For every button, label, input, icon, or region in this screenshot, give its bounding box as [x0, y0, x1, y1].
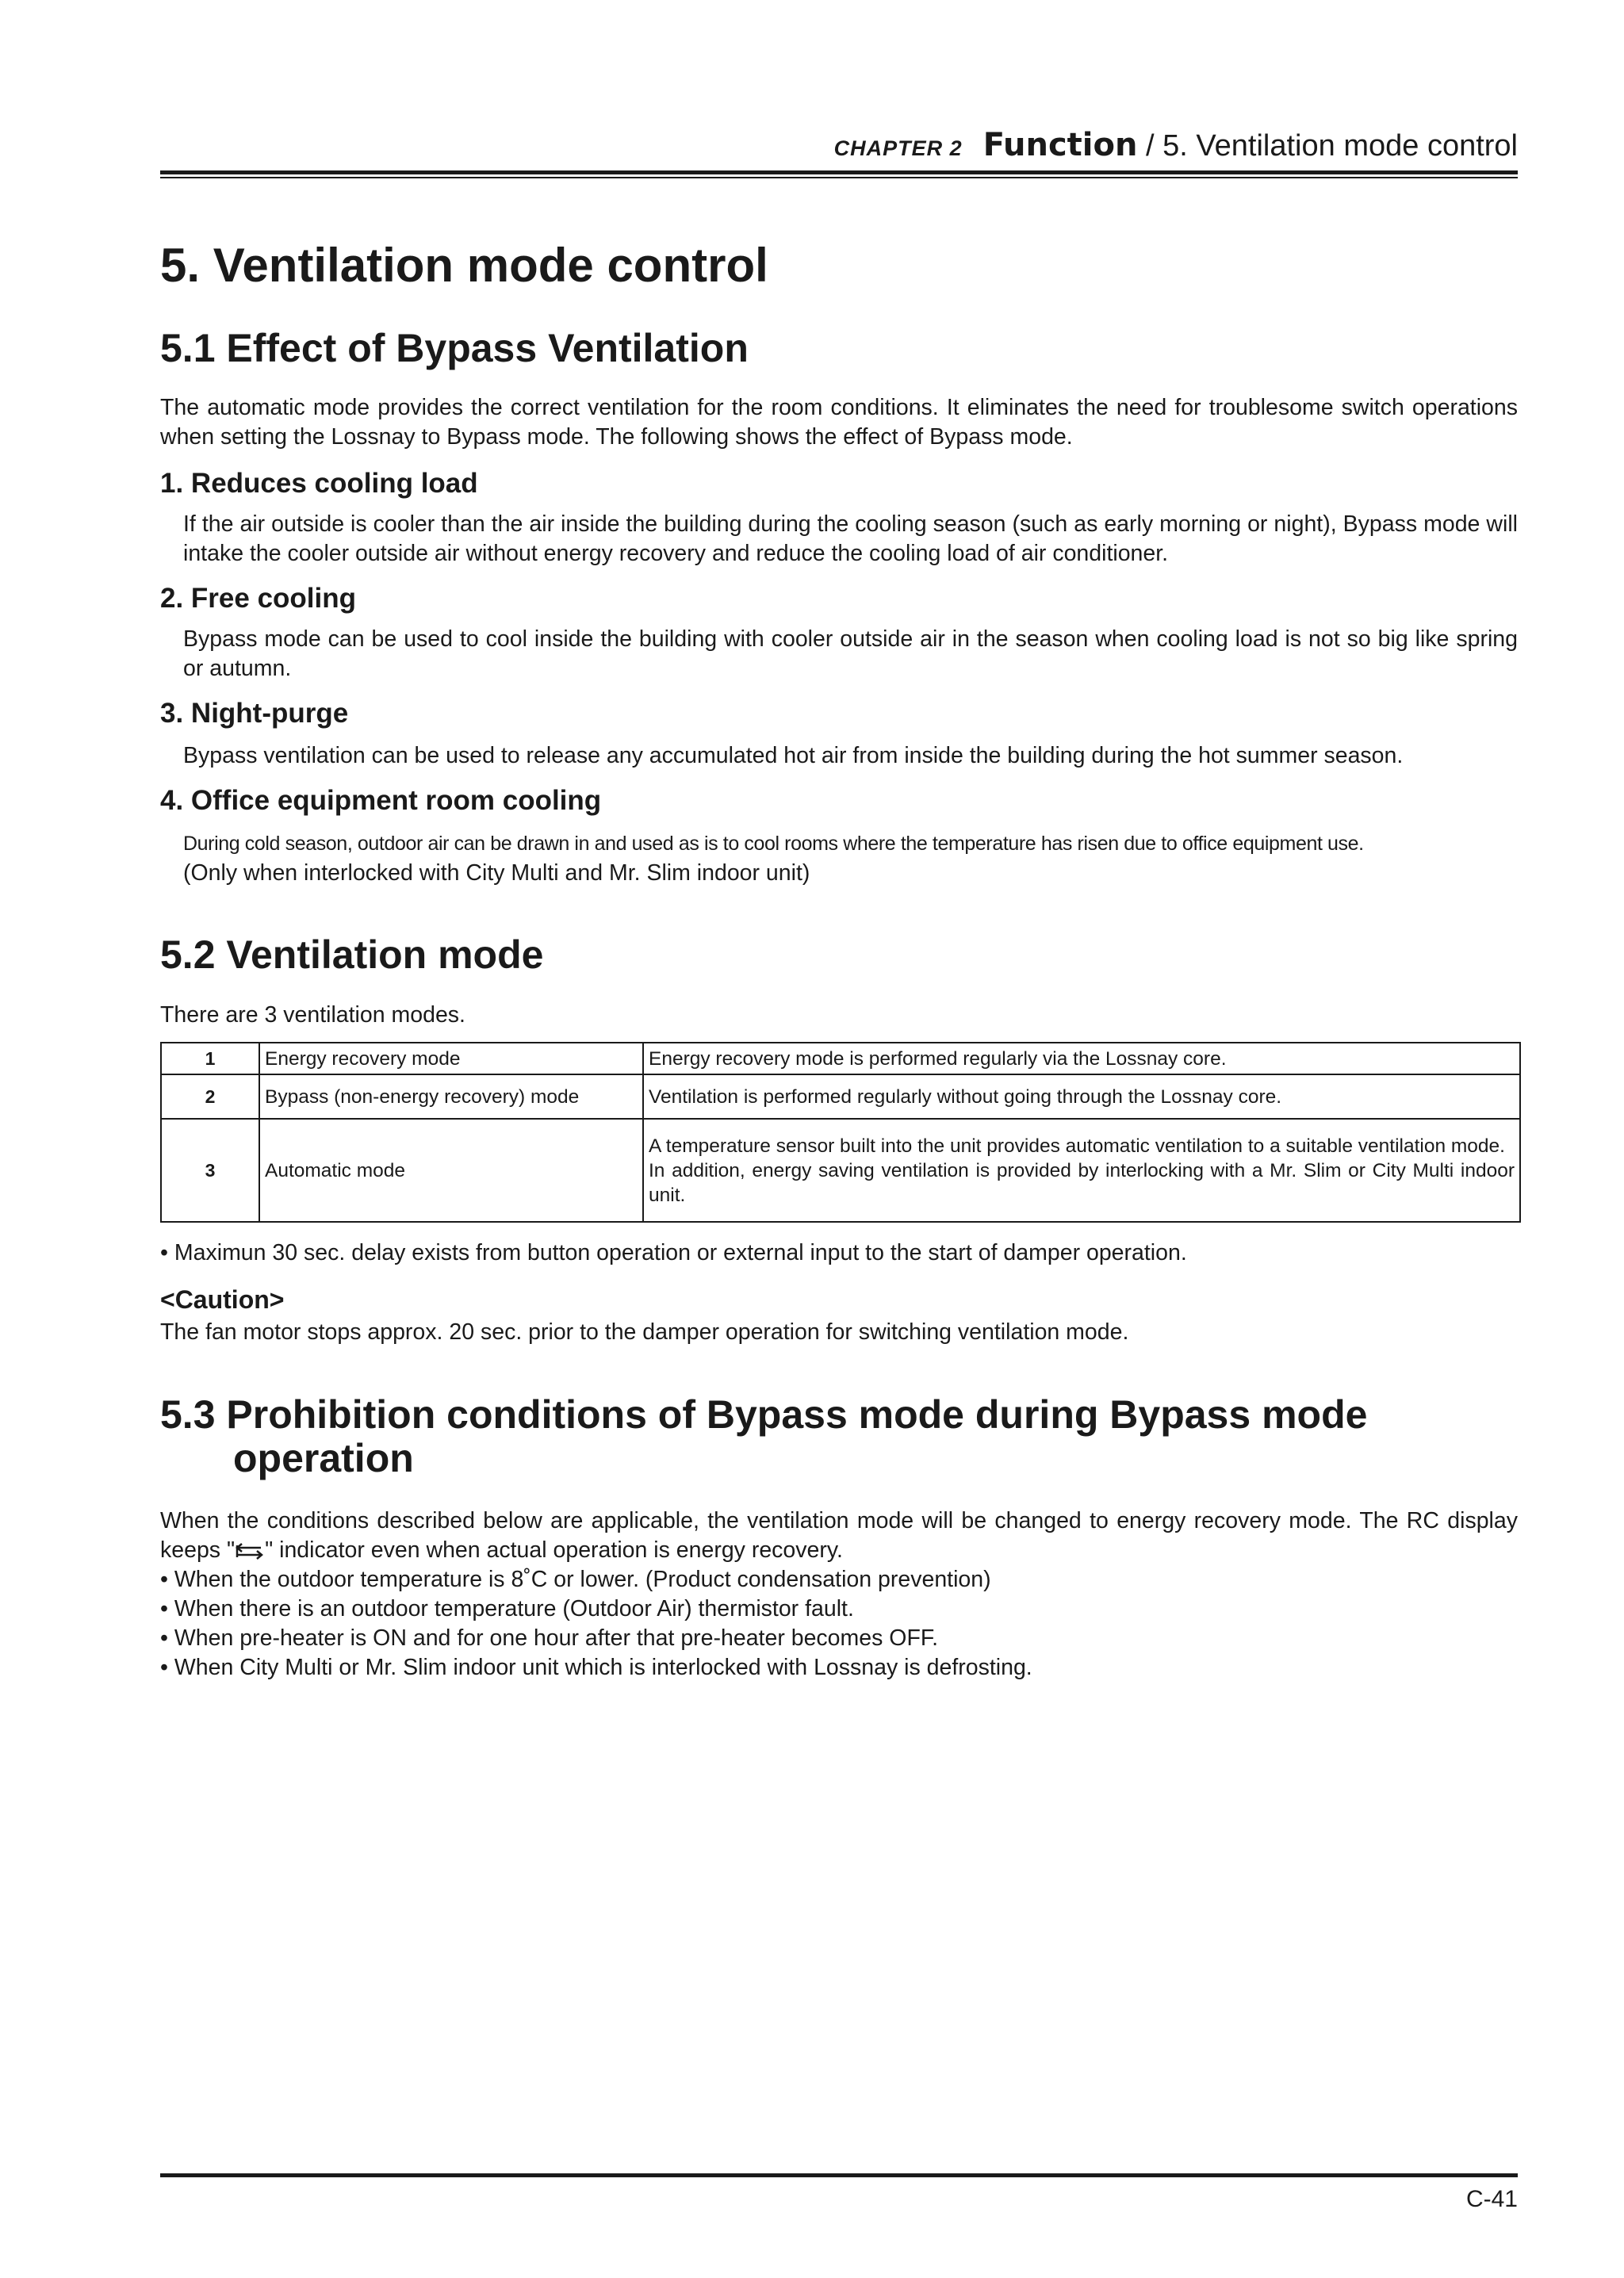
item-1-heading: 1. Reduces cooling load: [160, 468, 478, 499]
page-title: 5. Ventilation mode control: [160, 239, 768, 292]
header-rule-thin: [160, 177, 1518, 178]
mode-number: 3: [161, 1119, 259, 1222]
mode-description: [643, 1119, 1520, 1222]
document-page: [160, 0, 1518, 2278]
section-5-1-heading: 5.1 Effect of Bypass Ventilation: [160, 326, 749, 370]
chapter-label: CHAPTER 2: [833, 136, 963, 160]
condition-item: • When the outdoor temperature is 8˚C or lower. (Product condensation prevention): [160, 1567, 991, 1592]
table-row: [161, 1043, 1520, 1074]
section-5-2-heading: 5.2 Ventilation mode: [160, 932, 544, 977]
condition-item: • When pre-heater is ON and for one hour after that pre-heater becomes OFF.: [160, 1625, 939, 1651]
bypass-arrows-icon: [235, 1541, 265, 1560]
function-label: Function: [982, 127, 1138, 163]
mode-description-line: In addition, energy saving ventilation is provided by interlocking with a Mr. Slim or City Multi indoor unit.: [649, 1159, 1515, 1206]
delay-note: • Maximun 30 sec. delay exists from button operation or external input to the start of damper operation.: [160, 1240, 1187, 1265]
item-3-heading: 3. Night-purge: [160, 698, 349, 729]
page-number: C-41: [1465, 2186, 1518, 2212]
footer-rule: [160, 2173, 1518, 2177]
condition-item: • When there is an outdoor temperature (Outdoor Air) thermistor fault.: [160, 1596, 854, 1621]
section-5-3-heading: 5.3 Prohibition conditions of Bypass mode during Bypass mode: [160, 1392, 1368, 1437]
intro-text: " indicator even when actual operation is energy recovery.: [265, 1537, 843, 1563]
mode-name: Bypass (non-energy recovery) mode: [259, 1074, 643, 1119]
item-4-note: (Only when interlocked with City Multi and Mr. Slim indoor unit): [183, 860, 810, 886]
table-row: [161, 1119, 1520, 1222]
mode-description: Energy recovery mode is performed regularly via the Lossnay core.: [643, 1043, 1520, 1074]
mode-name: Energy recovery mode: [259, 1043, 643, 1074]
mode-name: Automatic mode: [259, 1119, 643, 1222]
section-5-3-heading-continued: operation: [233, 1436, 414, 1480]
item-4-text: During cold season, outdoor air can be drawn in and used as is to cool rooms where the temperature has risen due to office equipment use.: [183, 833, 1364, 855]
item-1-text: If the air outside is cooler than the air inside the building during the cooling season (such as early morning or night), Bypass mode will intake the cooler outside air without energy recovery and reduce the cooling load of air conditioner.: [183, 511, 1518, 566]
item-2-text: Bypass mode can be used to cool inside the building with cooler outside air in the season when cooling load is not so big like spring or autumn.: [183, 626, 1518, 681]
header-rule: [160, 170, 1518, 174]
ventilation-modes-table: [160, 1042, 1521, 1223]
section-5-3-intro: [160, 1507, 1518, 1565]
intro-text: When the conditions described below are applicable, the ventilation mode will be changed to energy recovery mode. The RC display keeps ": [160, 1508, 1518, 1563]
mode-number: 1: [161, 1043, 259, 1074]
section-label: / 5. Ventilation mode control: [1137, 129, 1518, 163]
running-header: [834, 127, 1518, 163]
caution-heading: <Caution>: [160, 1285, 285, 1314]
section-5-1-intro: The automatic mode provides the correct ventilation for the room conditions. It eliminates the need for troublesome switch operations when setting the Lossnay to Bypass mode. The following shows the effect of Bypass mode.: [160, 395, 1518, 450]
section-5-2-intro: There are 3 ventilation modes.: [160, 1002, 465, 1028]
condition-item: • When City Multi or Mr. Slim indoor unit which is interlocked with Lossnay is defrosting.: [160, 1655, 1032, 1680]
item-3-text: Bypass ventilation can be used to release any accumulated hot air from inside the building during the hot summer season.: [183, 743, 1404, 768]
table-row: [161, 1074, 1520, 1119]
item-4-heading: 4. Office equipment room cooling: [160, 785, 602, 816]
item-2-heading: 2. Free cooling: [160, 583, 356, 614]
caution-text: The fan motor stops approx. 20 sec. prior to the damper operation for switching ventilation mode.: [160, 1319, 1129, 1345]
mode-number: 2: [161, 1074, 259, 1119]
mode-description: Ventilation is performed regularly without going through the Lossnay core.: [643, 1074, 1520, 1119]
mode-description-line: A temperature sensor built into the unit provides automatic ventilation to a suitable ventilation mode.: [649, 1135, 1505, 1157]
